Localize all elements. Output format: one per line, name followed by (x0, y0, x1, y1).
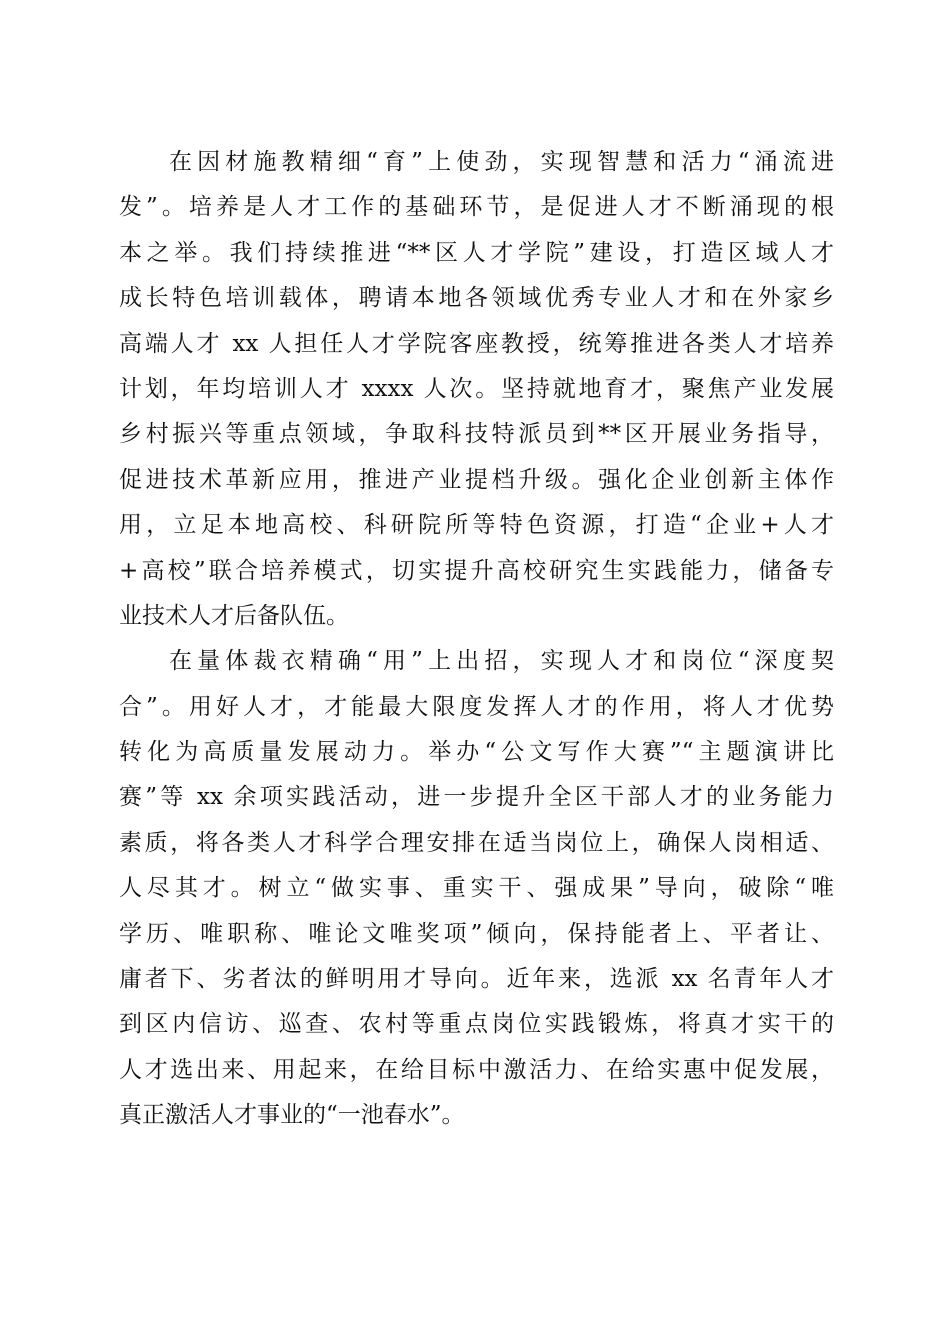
paragraph-line: 学历、唯职称、唯论文唯奖项”倾向，保持能者上、平者让、 (119, 920, 834, 947)
paragraph-line: 成长特色培训载体，聘请本地各领域优秀专业人才和在外家乡 (119, 285, 834, 312)
paragraph-line: 人尽其才。树立“做实事、重实干、强成果”导向，破除“唯 (119, 875, 834, 902)
paragraph-line: 在量体裁衣精确“用”上出招，实现人才和岗位“深度契 (169, 648, 834, 675)
paragraph-talent-utilization (119, 639, 834, 1138)
paragraph-talent-cultivation (119, 140, 834, 639)
paragraph-line: +高校”联合培养模式，切实提升高校研究生实践能力，储备专 (119, 557, 834, 584)
paragraph-line: 计划，年均培训人才 xxxx 人次。坚持就地育才，聚焦产业发展 (119, 375, 834, 402)
paragraph-line: 转化为高质量发展动力。举办“公文写作大赛”“主题演讲比 (119, 739, 834, 766)
paragraph-line: 本之举。我们持续推进“**区人才学院”建设，打造区域人才 (119, 239, 834, 266)
paragraph-line: 用，立足本地高校、科研院所等特色资源，打造“企业+人才 (119, 512, 834, 539)
paragraph-line: 促进技术革新应用，推进产业提档升级。强化企业创新主体作 (119, 466, 834, 493)
paragraph-line: 在因材施教精细“育”上使劲，实现智慧和活力“涌流进 (169, 149, 834, 175)
paragraph-line: 素质，将各类人才科学合理安排在适当岗位上，确保人岗相适、 (119, 829, 834, 856)
paragraph-line: 赛”等 xx 余项实践活动，进一步提升全区干部人才的业务能力 (119, 784, 834, 811)
document-body (119, 140, 834, 1139)
paragraph-line: 真正激活人才事业的“一池春水”。 (119, 1102, 465, 1129)
paragraph-line: 高端人才 xx 人担任人才学院客座教授，统筹推进各类人才培养 (119, 330, 834, 357)
paragraph-line: 庸者下、劣者汰的鲜明用才导向。近年来，选派 xx 名青年人才 (119, 966, 834, 993)
paragraph-line: 人才选出来、用起来，在给目标中激活力、在给实惠中促发展， (119, 1056, 834, 1083)
paragraph-line: 发”。培养是人才工作的基础环节，是促进人才不断涌现的根 (119, 194, 834, 221)
paragraph-line: 到区内信访、巡查、农村等重点岗位实践锻炼，将真才实干的 (119, 1011, 834, 1038)
paragraph-line: 业技术人才后备队伍。 (119, 602, 349, 629)
paragraph-line: 乡村振兴等重点领域，争取科技特派员到**区开展业务指导， (119, 421, 834, 448)
paragraph-line: 合”。用好人才，才能最大限度发挥人才的作用，将人才优势 (119, 693, 834, 720)
